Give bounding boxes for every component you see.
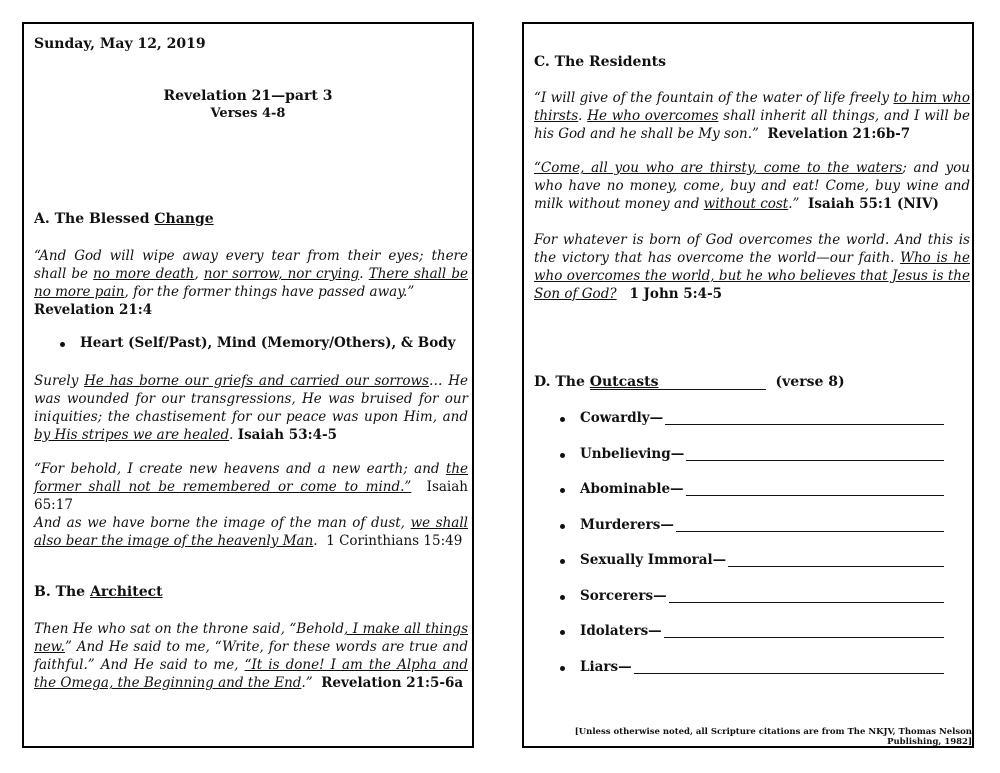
section-a-underlined: Change bbox=[154, 211, 214, 227]
section-d-prefix: D. The bbox=[534, 374, 590, 390]
quote-underlined: He who overcomes bbox=[587, 108, 719, 124]
quote-text: . bbox=[578, 108, 588, 124]
quote-revelation-21-6b bbox=[534, 89, 970, 143]
quote-text: “And God will wipe away every tear from their eyes; there shall be bbox=[34, 248, 468, 282]
section-c-heading: C. The Residents bbox=[534, 54, 666, 70]
quote-text: “I will give of the fountain of the water of life freely bbox=[534, 90, 894, 106]
left-page bbox=[22, 22, 474, 748]
scripture-reference: 1 Corinthians 15:49 bbox=[326, 533, 463, 549]
outcast-label: Cowardly— bbox=[580, 410, 664, 426]
quote-underlined: the former shall not be remembered or come to mind.” bbox=[34, 461, 468, 495]
bullet-dot bbox=[560, 488, 565, 493]
quote-text: ” And He said to me, “Write, for these words are true and faithful.” And He said to me, bbox=[34, 639, 468, 673]
quote-underlined: , I make all things new. bbox=[34, 621, 468, 655]
section-b-underlined: Architect bbox=[89, 584, 163, 600]
quote-text: Then He who sat on the throne said, “Behold bbox=[34, 621, 344, 637]
quote-underlined: without cost bbox=[703, 196, 789, 212]
quote-underlined: we shall also bear the image of the heavenly Man bbox=[34, 515, 468, 549]
page-title: Revelation 21—part 3 bbox=[163, 88, 333, 104]
footer-note: [Unless otherwise noted, all Scripture citations are from The NKJV, Thomas Nelson Publishing, 1982] bbox=[574, 727, 972, 747]
scripture-reference: Isaiah 55:1 (NIV) bbox=[808, 196, 939, 212]
quote-1-john-5 bbox=[534, 231, 970, 303]
fill-in-blank[interactable] bbox=[728, 566, 944, 567]
quote-text: . bbox=[359, 266, 369, 282]
quote-underlined: He has borne our griefs and carried our sorrows bbox=[84, 373, 429, 389]
bullet-item: Heart (Self/Past), Mind (Memory/Others), & Body bbox=[80, 335, 456, 351]
outcast-label: Idolaters— bbox=[580, 623, 662, 639]
quote-text: . bbox=[313, 533, 318, 549]
quote-text: . bbox=[229, 427, 238, 443]
section-a-heading bbox=[34, 211, 214, 227]
bullet-dot bbox=[560, 524, 565, 529]
bullet-dot bbox=[560, 630, 565, 635]
outcast-label: Abominable— bbox=[580, 481, 684, 497]
quote-underlined: There shall be no more pain bbox=[34, 266, 468, 300]
scripture-reference: Revelation 21:6b-7 bbox=[767, 126, 911, 142]
quote-text: For whatever is born of God overcomes the world. And this is the victory that has overcome the world—our faith. bbox=[534, 232, 970, 266]
quote-text: And as we have borne the image of the man of dust, bbox=[34, 515, 411, 531]
scripture-reference: Revelation 21:5-6a bbox=[321, 675, 464, 691]
quote-text: “For behold, I create new heavens and a new earth; and bbox=[34, 461, 446, 477]
scripture-reference: Isaiah 53:4-5 bbox=[237, 427, 337, 443]
quote-isaiah-55 bbox=[534, 159, 970, 213]
bullet-dot bbox=[560, 666, 565, 671]
quote-underlined: to him who thirsts bbox=[534, 90, 971, 124]
bullet-dot bbox=[560, 595, 565, 600]
outcast-label: Murderers— bbox=[580, 516, 674, 533]
bullet-dot bbox=[60, 342, 65, 347]
quote-underlined: Who is he who overcomes the world, but he who believes that Jesus is the Son of God? bbox=[534, 250, 970, 302]
quote-text: ; and you who have no money, come, buy and eat! Come, buy wine and milk without money and bbox=[534, 160, 970, 212]
fill-in-blank[interactable] bbox=[686, 460, 944, 461]
quote-underlined: by His stripes we are healed bbox=[34, 427, 230, 443]
quote-isaiah-53 bbox=[34, 372, 468, 444]
right-page bbox=[522, 22, 974, 748]
quote-isaiah-65 bbox=[34, 460, 468, 514]
section-d-suffix: (verse 8) bbox=[775, 374, 845, 390]
fill-in-blank[interactable] bbox=[669, 602, 944, 603]
quote-underlined: no more death bbox=[93, 266, 195, 282]
quote-underlined: nor sorrow, nor crying bbox=[203, 266, 360, 282]
scripture-reference: 1 John 5:4-5 bbox=[629, 286, 723, 302]
section-d-heading bbox=[534, 374, 845, 390]
section-d-underlined-text: Outcasts bbox=[589, 374, 659, 390]
fill-in-blank[interactable] bbox=[686, 495, 944, 496]
section-b-prefix: B. The bbox=[34, 584, 90, 600]
date: Sunday, May 12, 2019 bbox=[34, 36, 206, 52]
scripture-reference: Isaiah 65:17 bbox=[34, 479, 468, 513]
quote-text: , for the former things have passed away.” bbox=[124, 284, 415, 300]
fill-in-blank[interactable] bbox=[664, 637, 944, 638]
quote-text: .” bbox=[301, 675, 313, 691]
page-subtitle: Verses 4-8 bbox=[210, 106, 286, 121]
quote-text: Surely bbox=[34, 373, 85, 389]
quote-corinthians bbox=[34, 514, 468, 550]
bullet-dot bbox=[560, 559, 565, 564]
bullet-dot bbox=[560, 417, 565, 422]
quote-text: shall inherit all things, and I will be his God and he shall be My son.” bbox=[534, 108, 971, 142]
fill-in-blank[interactable] bbox=[634, 673, 944, 674]
quote-underlined: “It is done! I am the Alpha and the Omega, the Beginning and the End bbox=[34, 657, 468, 691]
outcast-label: Sexually Immoral— bbox=[580, 552, 727, 568]
scripture-reference: Revelation 21:4 bbox=[34, 302, 153, 318]
section-d-underlined bbox=[590, 375, 766, 390]
section-a-prefix: A. The Blessed bbox=[34, 211, 155, 227]
quote-text: … He was wounded for our transgressions, He was bruised for our iniquities; the chastisement for our peace was upon Him, and bbox=[34, 373, 468, 425]
section-b-heading bbox=[34, 584, 163, 600]
outcast-label: Sorcerers— bbox=[580, 587, 667, 604]
quote-underlined: “Come, all you who are thirsty, come to the waters bbox=[534, 160, 903, 176]
quote-revelation-21-4 bbox=[34, 247, 468, 319]
fill-in-blank[interactable] bbox=[665, 424, 944, 425]
quote-revelation-21-5 bbox=[34, 620, 468, 692]
quote-text: , bbox=[194, 266, 204, 282]
outcast-label: Unbelieving— bbox=[580, 445, 685, 462]
quote-text: .” bbox=[788, 196, 800, 212]
fill-in-blank[interactable] bbox=[676, 531, 944, 532]
outcast-label: Liars— bbox=[580, 658, 632, 675]
bullet-dot bbox=[560, 453, 565, 458]
